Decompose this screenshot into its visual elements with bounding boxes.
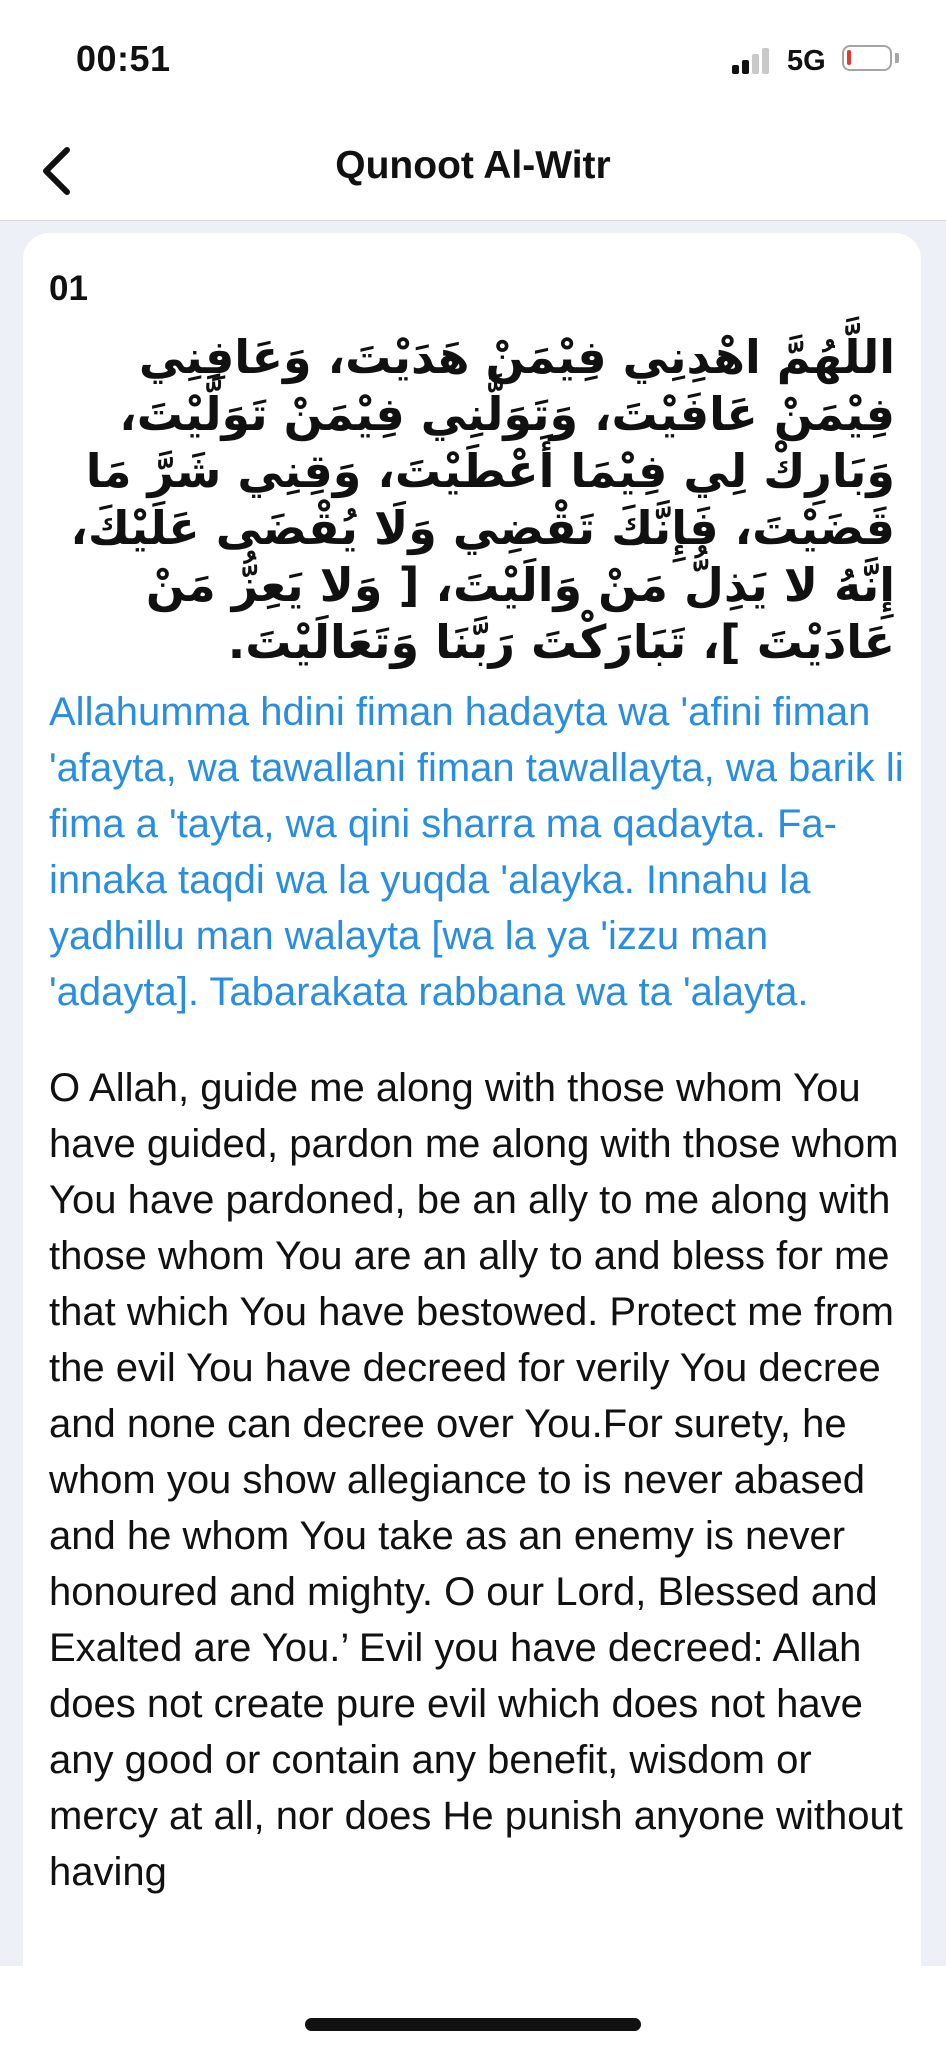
status-bar	[0, 0, 946, 118]
dua-card	[23, 233, 921, 1966]
transliteration-text: Allahumma hdini fiman hadayta wa 'afini fiman 'afayta, wa tawallani fiman tawallayta, wa barik li fima a 'tayta, wa qini sharra ma qadayta. Fa-innaka taqdi wa la yuqda 'alayka. Innahu la yadhillu man walayta [wa la ya 'izzu man 'adayta]. Tabarakata rabbana wa ta 'alayta.	[49, 690, 904, 1014]
page-title: Qunoot Al-Witr	[335, 144, 611, 187]
cellular-signal-icon	[732, 46, 776, 74]
dua-number: 01	[49, 269, 88, 308]
bottom-safe-area	[0, 1966, 946, 2048]
battery-level	[847, 50, 851, 65]
battery-tip	[895, 53, 899, 63]
home-indicator[interactable]	[305, 2018, 641, 2031]
translation-text: O Allah, guide me along with those whom You have guided, pardon me along with those whom You have pardoned, be an ally to me along with those whom You are an ally to and bless for me that which You have bestowed. Protect me from the evil You have decreed for verily You decree and none can decree over You.For surety, he whom you show allegiance to is never abased and he whom You take as an enemy is never honoured and mighty. O our Lord, Blessed and Exalted are You.’ Evil you have decreed: Allah does not create pure evil which does not have any good or contain any benefit, wisdom or mercy at all, nor does He punish anyone without having	[49, 1066, 903, 1894]
navigation-bar	[0, 118, 946, 221]
content-scroll-area[interactable]	[0, 221, 946, 1966]
battery-low-icon	[842, 45, 892, 71]
status-time: 00:51	[76, 38, 171, 79]
network-type: 5G	[787, 45, 826, 77]
arabic-text: اللَّهُمَّ اهْدِنِي فِيْمَنْ هَدَيْتَ، وَعَافِنِي فِيْمَنْ عَافَيْتَ، وَتَوَلَّنِي فِيْمَنْ تَوَلَّيْتَ، وَبَارِكْ لِي فِيْمَا أَعْطَيْتَ، وَقِنِي شَرَّ مَا قَضَيْتَ، فَإِنَّكَ تَقْضِي وَلَا يُقْضَى عَلَيْكَ، إِنَّهُ لا يَذِلُّ مَنْ وَالَيْتَ، [ وَلا يَعِزُّ مَنْ عَادَيْتَ ]، تَبَارَكْتَ رَبَّنَا وَتَعَالَيْتَ.	[70, 330, 895, 669]
